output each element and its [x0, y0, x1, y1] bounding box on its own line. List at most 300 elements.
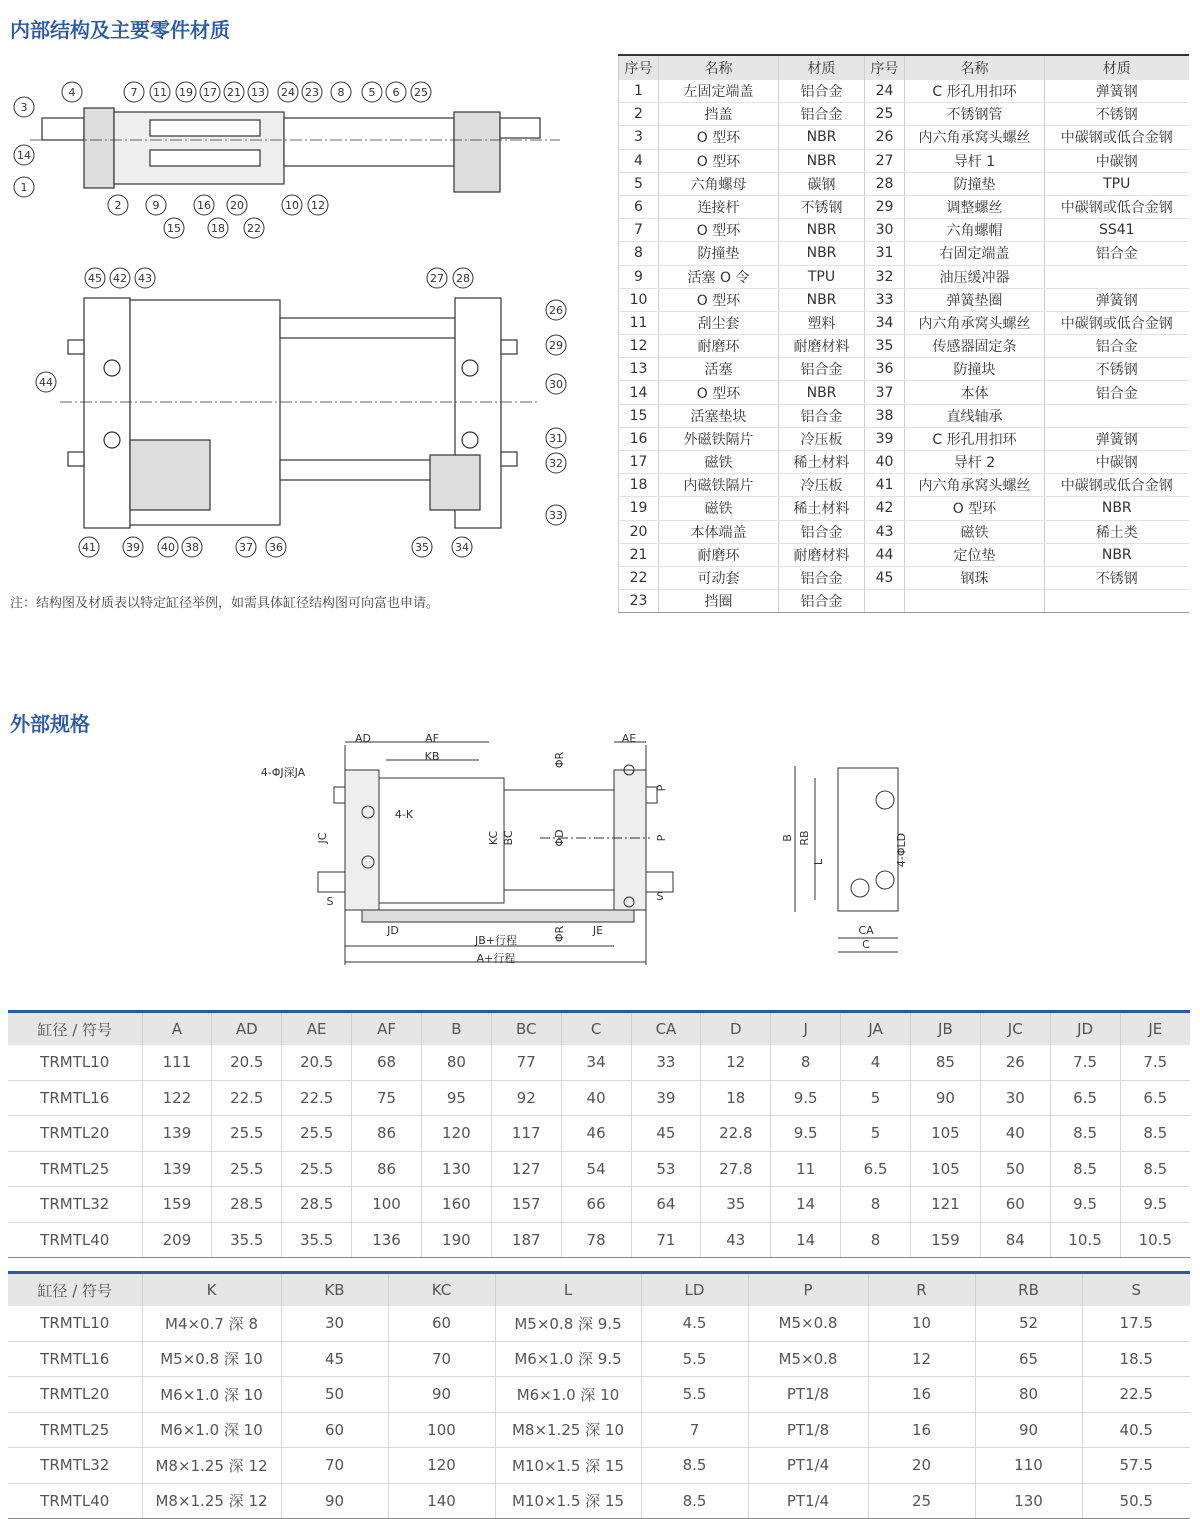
spec1-cell: 30	[980, 1080, 1050, 1116]
spec1-cell: 84	[980, 1222, 1050, 1258]
spec1-cell: 35.5	[212, 1222, 282, 1258]
materials-cell: 耐磨材料	[779, 543, 865, 566]
materials-cell: 15	[619, 404, 659, 427]
materials-cell: 36	[865, 358, 905, 381]
materials-cell: 导杆 1	[905, 149, 1045, 172]
materials-cell: 六角螺母	[659, 172, 779, 195]
materials-cell: 18	[619, 474, 659, 497]
spec2-cell: M5×0.8 深 9.5	[495, 1306, 641, 1341]
spec2-cell: 80	[975, 1377, 1082, 1413]
materials-cell: 11	[619, 311, 659, 334]
materials-cell: 45	[865, 566, 905, 589]
spec1-cell: 105	[910, 1116, 980, 1152]
dimension-label: ΦR	[553, 925, 566, 943]
spec2-header: L	[495, 1273, 641, 1307]
spec1-cell: 12	[701, 1045, 771, 1080]
spec1-cell: 7.5	[1120, 1045, 1190, 1080]
materials-cell: 刮尘套	[659, 311, 779, 334]
spec1-cell: 209	[142, 1222, 212, 1258]
spec2-cell: 130	[975, 1483, 1082, 1519]
spec1-header: JA	[841, 1012, 911, 1046]
spec1-cell: 117	[491, 1116, 561, 1152]
spec2-cell: M5×0.8	[748, 1341, 868, 1377]
dimension-label: B	[781, 834, 794, 842]
external-dimension-diagram	[260, 725, 930, 970]
spec2-cell: M10×1.5 深 15	[495, 1483, 641, 1519]
materials-cell: 油压缓冲器	[905, 265, 1045, 288]
spec2-header: P	[748, 1273, 868, 1307]
spec2-cell: 30	[281, 1306, 388, 1341]
dimension-label: 4-ΦLD	[895, 832, 908, 868]
spec2-cell: TRMTL10	[8, 1306, 142, 1341]
spec1-cell: TRMTL25	[8, 1151, 142, 1187]
section-title-internal: 内部结构及主要零件材质	[10, 18, 230, 42]
callout-label: 2	[114, 199, 122, 212]
materials-cell: 右固定端盖	[905, 242, 1045, 265]
dimension-label: L	[812, 858, 825, 866]
materials-cell: 21	[619, 543, 659, 566]
materials-row	[619, 404, 1189, 427]
spec1-cell: 160	[421, 1187, 491, 1223]
materials-cell: 中碳钢或低合金钢	[1045, 126, 1189, 149]
materials-row	[619, 543, 1189, 566]
dimension-label: 4-K	[394, 808, 414, 821]
materials-cell: C 形孔用扣环	[905, 80, 1045, 103]
spec-table-2	[8, 1271, 1190, 1519]
spec2-cell: 100	[388, 1412, 495, 1448]
materials-cell: 不锈钢管	[905, 103, 1045, 126]
materials-cell: 弹簧钢	[1045, 288, 1189, 311]
dimension-label: AD	[355, 732, 371, 745]
callout-label: 22	[247, 222, 261, 235]
callout-label: 28	[456, 272, 470, 285]
materials-cell	[1045, 265, 1189, 288]
spec2-cell: 90	[388, 1377, 495, 1413]
spec1-cell: 9.5	[771, 1080, 841, 1116]
materials-cell: 本体端盖	[659, 520, 779, 543]
spec1-cell: 9.5	[1120, 1187, 1190, 1223]
dimension-label: A+行程	[476, 952, 516, 965]
spec1-cell: 11	[771, 1151, 841, 1187]
materials-cell: 14	[619, 381, 659, 404]
spec1-cell: 10.5	[1120, 1222, 1190, 1258]
spec2-cell: PT1/8	[748, 1412, 868, 1448]
materials-cell: 稀土类	[1045, 520, 1189, 543]
materials-cell: 41	[865, 474, 905, 497]
spec1-cell: 40	[561, 1080, 631, 1116]
callout-label: 14	[17, 149, 31, 162]
spec1-cell: 68	[352, 1045, 422, 1080]
spec1-cell: 39	[631, 1080, 701, 1116]
spec2-header: R	[868, 1273, 975, 1307]
materials-cell: NBR	[779, 288, 865, 311]
materials-cell: 不锈钢	[1045, 566, 1189, 589]
materials-cell: 44	[865, 543, 905, 566]
callout-label: 44	[39, 376, 53, 389]
spec1-cell: 90	[910, 1080, 980, 1116]
spec1-cell: 77	[491, 1045, 561, 1080]
materials-cell: TPU	[779, 265, 865, 288]
spec1-cell: 35.5	[282, 1222, 352, 1258]
spec2-cell: TRMTL20	[8, 1377, 142, 1413]
spec2-cell: PT1/8	[748, 1377, 868, 1413]
spec2-cell: 57.5	[1082, 1448, 1190, 1484]
materials-cell	[865, 590, 905, 613]
materials-header: 序号	[865, 55, 905, 80]
spec1-cell: 14	[771, 1187, 841, 1223]
materials-cell: O 型环	[905, 497, 1045, 520]
spec2-cell: 22.5	[1082, 1377, 1190, 1413]
callout-label: 41	[82, 541, 96, 554]
spec2-row	[8, 1448, 1190, 1484]
materials-cell	[1045, 404, 1189, 427]
spec2-cell: M6×1.0 深 9.5	[495, 1341, 641, 1377]
materials-cell: NBR	[779, 242, 865, 265]
materials-cell: 碳钢	[779, 172, 865, 195]
spec2-cell: 90	[975, 1412, 1082, 1448]
spec1-header: C	[561, 1012, 631, 1046]
spec2-cell: 140	[388, 1483, 495, 1519]
materials-cell: 1	[619, 80, 659, 103]
materials-cell: 铝合金	[779, 103, 865, 126]
materials-cell: 稀土材料	[779, 451, 865, 474]
materials-cell: 19	[619, 497, 659, 520]
dimension-label: ΦR	[553, 751, 566, 769]
spec1-cell: 5	[841, 1080, 911, 1116]
materials-cell: 39	[865, 427, 905, 450]
materials-cell: 10	[619, 288, 659, 311]
materials-cell: 38	[865, 404, 905, 427]
spec2-cell: 120	[388, 1448, 495, 1484]
spec2-cell: TRMTL16	[8, 1341, 142, 1377]
materials-cell: 挡圈	[659, 590, 779, 613]
spec2-cell: 90	[281, 1483, 388, 1519]
spec1-cell: 60	[980, 1187, 1050, 1223]
spec2-cell: 70	[388, 1341, 495, 1377]
materials-cell: 六角螺帽	[905, 219, 1045, 242]
spec1-cell: 8.5	[1050, 1116, 1120, 1152]
materials-row	[619, 195, 1189, 218]
spec1-cell: 25.5	[212, 1151, 282, 1187]
materials-cell: 28	[865, 172, 905, 195]
spec2-cell: 70	[281, 1448, 388, 1484]
materials-cell: 弹簧钢	[1045, 80, 1189, 103]
spec1-cell: 14	[771, 1222, 841, 1258]
spec2-cell: 110	[975, 1448, 1082, 1484]
materials-cell: 防撞块	[905, 358, 1045, 381]
materials-cell: NBR	[779, 219, 865, 242]
callout-label: 7	[130, 86, 138, 99]
materials-row	[619, 474, 1189, 497]
spec2-cell: M10×1.5 深 15	[495, 1448, 641, 1484]
materials-cell: 40	[865, 451, 905, 474]
materials-header: 序号	[619, 55, 659, 80]
materials-cell: 弹簧垫圈	[905, 288, 1045, 311]
callout-label: 1	[20, 181, 28, 194]
callout-label: 20	[230, 199, 244, 212]
spec1-cell: 130	[421, 1151, 491, 1187]
materials-row	[619, 497, 1189, 520]
dimension-label: JD	[387, 924, 399, 937]
materials-cell: 22	[619, 566, 659, 589]
callout-label: 36	[269, 541, 283, 554]
materials-cell: 中碳钢或低合金钢	[1045, 195, 1189, 218]
materials-row	[619, 311, 1189, 334]
callout-label: 29	[549, 339, 563, 352]
materials-row	[619, 451, 1189, 474]
spec1-cell: 6.5	[1120, 1080, 1190, 1116]
spec1-cell: 33	[631, 1045, 701, 1080]
spec1-cell: 34	[561, 1045, 631, 1080]
callout-label: 4	[68, 86, 76, 99]
materials-cell: 7	[619, 219, 659, 242]
spec2-row	[8, 1306, 1190, 1341]
materials-row	[619, 265, 1189, 288]
materials-cell: 铝合金	[779, 80, 865, 103]
spec1-cell: 54	[561, 1151, 631, 1187]
materials-cell: 12	[619, 335, 659, 358]
materials-cell	[1045, 590, 1189, 613]
materials-cell: 定位垫	[905, 543, 1045, 566]
materials-cell: 钢珠	[905, 566, 1045, 589]
materials-cell: 磁铁	[659, 497, 779, 520]
callout-label: 35	[415, 541, 429, 554]
spec2-cell: 52	[975, 1306, 1082, 1341]
materials-cell: 稀土材料	[779, 497, 865, 520]
spec2-cell: 50.5	[1082, 1483, 1190, 1519]
materials-cell: 活塞	[659, 358, 779, 381]
materials-cell: 37	[865, 381, 905, 404]
spec1-header: AD	[212, 1012, 282, 1046]
materials-cell: 导杆 2	[905, 451, 1045, 474]
spec2-cell: 10	[868, 1306, 975, 1341]
spec2-cell: TRMTL32	[8, 1448, 142, 1484]
spec1-cell: 95	[421, 1080, 491, 1116]
spec1-row	[8, 1080, 1190, 1116]
spec2-header: 缸径 / 符号	[8, 1273, 142, 1307]
materials-cell: 直线轴承	[905, 404, 1045, 427]
spec1-header: AF	[352, 1012, 422, 1046]
materials-row	[619, 335, 1189, 358]
dimension-label: JB+行程	[474, 934, 518, 947]
spec2-cell: M8×1.25 深 12	[142, 1483, 281, 1519]
spec2-row	[8, 1412, 1190, 1448]
spec1-cell: TRMTL16	[8, 1080, 142, 1116]
spec1-cell: 85	[910, 1045, 980, 1080]
spec2-cell: 7	[641, 1412, 748, 1448]
materials-cell: 13	[619, 358, 659, 381]
materials-cell: 铝合金	[1045, 335, 1189, 358]
spec1-cell: 6.5	[841, 1151, 911, 1187]
spec1-cell: 50	[980, 1151, 1050, 1187]
materials-row	[619, 172, 1189, 195]
spec1-cell: 121	[910, 1187, 980, 1223]
spec2-row	[8, 1377, 1190, 1413]
spec1-header: CA	[631, 1012, 701, 1046]
spec1-cell: 127	[491, 1151, 561, 1187]
materials-cell: 左固定端盖	[659, 80, 779, 103]
callout-label: 33	[549, 509, 563, 522]
callout-label: 11	[153, 86, 167, 99]
spec1-cell: 159	[142, 1187, 212, 1223]
callout-label: 15	[167, 222, 181, 235]
callout-label: 19	[179, 86, 193, 99]
dimension-label: CA	[858, 924, 874, 937]
spec2-cell: 5.5	[641, 1377, 748, 1413]
materials-cell: 连接杆	[659, 195, 779, 218]
spec1-cell: TRMTL10	[8, 1045, 142, 1080]
spec1-cell: 8	[841, 1222, 911, 1258]
spec2-cell: M6×1.0 深 10	[142, 1377, 281, 1413]
dimension-label: KB	[424, 750, 440, 763]
dimension-label: JE	[592, 924, 604, 937]
spec1-cell: 25.5	[212, 1116, 282, 1152]
materials-cell: 8	[619, 242, 659, 265]
materials-cell: 调整螺丝	[905, 195, 1045, 218]
callout-label: 38	[185, 541, 199, 554]
callout-label: 6	[392, 86, 400, 99]
materials-cell: 铝合金	[779, 404, 865, 427]
materials-cell: 铝合金	[779, 358, 865, 381]
callout-label: 27	[430, 272, 444, 285]
materials-cell: 磁铁	[905, 520, 1045, 543]
dimension-label: ΦD	[553, 829, 566, 847]
materials-cell: 3	[619, 126, 659, 149]
spec1-cell: 71	[631, 1222, 701, 1258]
materials-header: 材质	[1045, 55, 1189, 80]
spec2-cell: 20	[868, 1448, 975, 1484]
spec1-cell: 92	[491, 1080, 561, 1116]
materials-row	[619, 427, 1189, 450]
spec2-header: KB	[281, 1273, 388, 1307]
materials-cell: 塑料	[779, 311, 865, 334]
spec1-cell: 43	[701, 1222, 771, 1258]
materials-cell: 23	[619, 590, 659, 613]
spec1-cell: 35	[701, 1187, 771, 1223]
materials-row	[619, 566, 1189, 589]
materials-cell: 33	[865, 288, 905, 311]
spec1-cell: 64	[631, 1187, 701, 1223]
note-text: 注：结构图及材质表以特定缸径举例，如需具体缸径结构图可向富也申请。	[10, 596, 440, 611]
spec1-cell: 26	[980, 1045, 1050, 1080]
spec1-cell: 27.8	[701, 1151, 771, 1187]
spec2-cell: 4.5	[641, 1306, 748, 1341]
spec2-cell: TRMTL25	[8, 1412, 142, 1448]
spec1-cell: 157	[491, 1187, 561, 1223]
spec1-cell: 105	[910, 1151, 980, 1187]
spec1-cell: 120	[421, 1116, 491, 1152]
spec1-header: AE	[282, 1012, 352, 1046]
spec2-header: S	[1082, 1273, 1190, 1307]
materials-cell: 5	[619, 172, 659, 195]
spec2-row	[8, 1483, 1190, 1519]
spec1-cell: 28.5	[212, 1187, 282, 1223]
spec1-header: JC	[980, 1012, 1050, 1046]
materials-cell: 磁铁	[659, 451, 779, 474]
callout-label: 12	[311, 199, 325, 212]
materials-cell: 不锈钢	[1045, 103, 1189, 126]
materials-cell: 弹簧钢	[1045, 427, 1189, 450]
callout-label: 30	[549, 378, 563, 391]
spec1-cell: 75	[352, 1080, 422, 1116]
spec1-cell: 28.5	[282, 1187, 352, 1223]
materials-cell: 31	[865, 242, 905, 265]
dimension-label: RB	[798, 830, 811, 846]
materials-cell: 冷压板	[779, 474, 865, 497]
callout-label: 24	[281, 86, 295, 99]
spec1-cell: 111	[142, 1045, 212, 1080]
spec1-header: JB	[910, 1012, 980, 1046]
materials-cell: 活塞 O 令	[659, 265, 779, 288]
materials-row	[619, 590, 1189, 613]
spec2-cell: M5×0.8 深 10	[142, 1341, 281, 1377]
materials-cell: NBR	[779, 126, 865, 149]
spec2-cell: M6×1.0 深 10	[495, 1377, 641, 1413]
spec1-cell: 6.5	[1050, 1080, 1120, 1116]
spec1-header: B	[421, 1012, 491, 1046]
spec1-cell: 53	[631, 1151, 701, 1187]
section-title-external: 外部规格	[10, 712, 90, 736]
materials-cell: 中碳钢或低合金钢	[1045, 474, 1189, 497]
dimension-label: AE	[621, 732, 637, 745]
materials-cell: O 型环	[659, 126, 779, 149]
spec1-cell: 8.5	[1120, 1151, 1190, 1187]
dimension-label: JC	[316, 832, 329, 844]
callout-label: 26	[549, 304, 563, 317]
materials-cell: 内磁铁隔片	[659, 474, 779, 497]
materials-cell: 外磁铁隔片	[659, 427, 779, 450]
materials-row	[619, 219, 1189, 242]
callout-label: 37	[239, 541, 253, 554]
spec2-cell: 8.5	[641, 1448, 748, 1484]
spec1-header: BC	[491, 1012, 561, 1046]
spec1-cell: 20.5	[282, 1045, 352, 1080]
materials-cell: 26	[865, 126, 905, 149]
internal-top-view-diagram	[0, 265, 600, 565]
spec1-cell: 18	[701, 1080, 771, 1116]
materials-cell: 传感器固定条	[905, 335, 1045, 358]
materials-cell: 防撞垫	[905, 172, 1045, 195]
materials-cell: 17	[619, 451, 659, 474]
callout-label: 9	[152, 199, 160, 212]
spec2-cell: 12	[868, 1341, 975, 1377]
dimension-label: AF	[425, 732, 439, 745]
spec1-cell: 7.5	[1050, 1045, 1120, 1080]
callout-label: 10	[285, 199, 299, 212]
materials-cell: 耐磨环	[659, 543, 779, 566]
dimension-label: S	[656, 890, 664, 903]
materials-cell: 27	[865, 149, 905, 172]
spec2-cell: 17.5	[1082, 1306, 1190, 1341]
spec1-cell: 8	[841, 1187, 911, 1223]
callout-label: 43	[138, 272, 152, 285]
spec2-cell: 8.5	[641, 1483, 748, 1519]
spec1-row	[8, 1187, 1190, 1223]
callout-label: 45	[88, 272, 102, 285]
materials-cell: 铝合金	[1045, 381, 1189, 404]
materials-row	[619, 80, 1189, 103]
materials-row	[619, 126, 1189, 149]
callout-label: 17	[203, 86, 217, 99]
materials-header: 材质	[779, 55, 865, 80]
dimension-label: C	[862, 938, 870, 951]
spec1-cell: 22.8	[701, 1116, 771, 1152]
materials-cell: 42	[865, 497, 905, 520]
spec2-cell: 60	[388, 1306, 495, 1341]
materials-cell: 24	[865, 80, 905, 103]
materials-row	[619, 242, 1189, 265]
spec1-cell: 40	[980, 1116, 1050, 1152]
